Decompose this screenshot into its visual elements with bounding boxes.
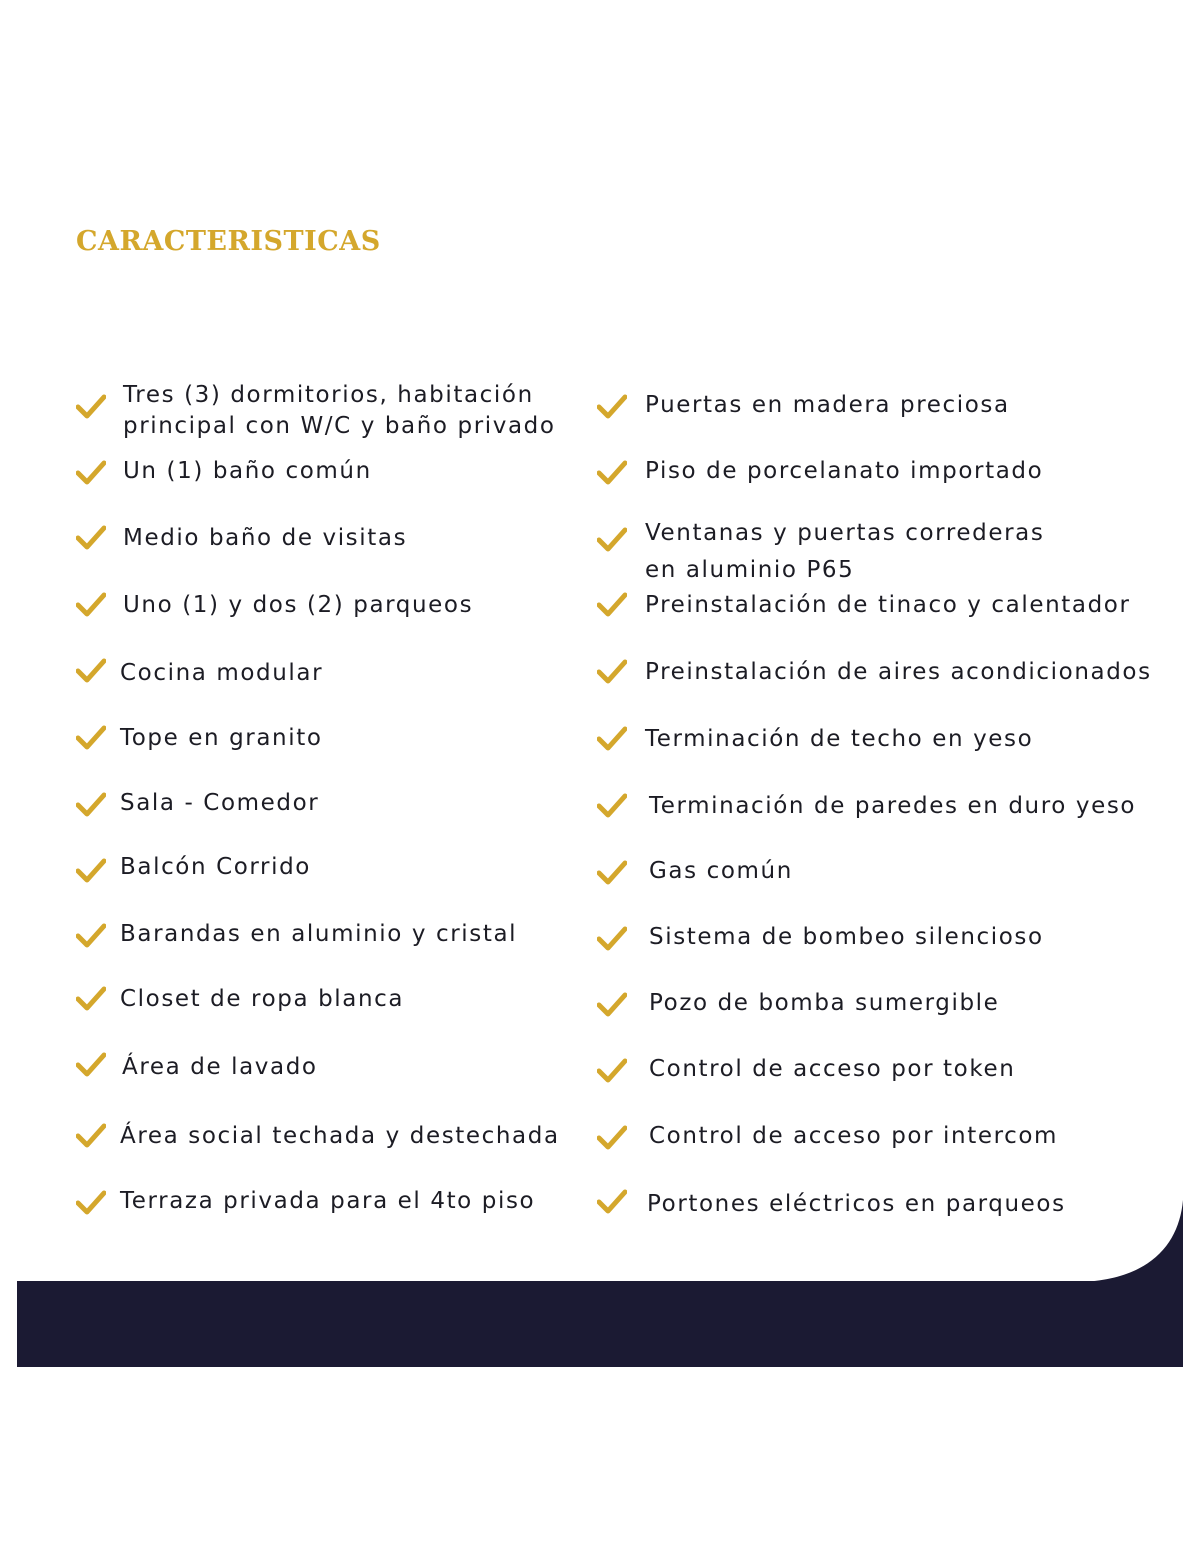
feature-label: Terraza privada para el 4to piso bbox=[120, 1188, 536, 1214]
feature-label: Terminación de techo en yeso bbox=[645, 726, 1034, 752]
check-icon bbox=[76, 1190, 106, 1216]
check-icon bbox=[597, 1125, 627, 1151]
check-icon bbox=[76, 986, 106, 1012]
feature-label: Sistema de bombeo silencioso bbox=[649, 924, 1044, 950]
feature-label: Uno (1) y dos (2) parqueos bbox=[123, 592, 474, 618]
feature-label: Un (1) baño común bbox=[123, 458, 372, 484]
check-icon bbox=[76, 858, 106, 884]
page-title: CARACTERISTICAS bbox=[76, 226, 381, 257]
check-icon bbox=[597, 1189, 627, 1215]
check-icon bbox=[597, 793, 627, 819]
check-icon bbox=[76, 394, 106, 420]
feature-label: Control de acceso por token bbox=[649, 1056, 1016, 1082]
feature-label: Área de lavado bbox=[122, 1054, 318, 1080]
feature-label: Terminación de paredes en duro yeso bbox=[649, 793, 1137, 819]
feature-label: Pozo de bomba sumergible bbox=[649, 990, 1000, 1016]
check-icon bbox=[76, 923, 106, 949]
feature-label: Portones eléctricos en parqueos bbox=[647, 1191, 1066, 1217]
check-icon bbox=[76, 1052, 106, 1078]
check-icon bbox=[597, 659, 627, 685]
check-icon bbox=[597, 592, 627, 618]
check-icon bbox=[76, 592, 106, 618]
check-icon bbox=[76, 525, 106, 551]
feature-label: Puertas en madera preciosa bbox=[645, 392, 1010, 418]
check-icon bbox=[597, 1058, 627, 1084]
check-icon bbox=[597, 726, 627, 752]
feature-label: Barandas en aluminio y cristal bbox=[120, 921, 518, 947]
feature-label: Ventanas y puertas correderas en aluminio P65 bbox=[645, 520, 1045, 583]
check-icon bbox=[597, 926, 627, 952]
footer-curve-shape bbox=[1079, 1200, 1183, 1282]
check-icon bbox=[76, 792, 106, 818]
feature-label: Cocina modular bbox=[120, 660, 324, 686]
feature-label: Sala - Comedor bbox=[120, 790, 320, 816]
feature-label: Control de acceso por intercom bbox=[649, 1123, 1059, 1149]
feature-label: Preinstalación de aires acondicionados bbox=[645, 659, 1152, 685]
check-icon bbox=[76, 1123, 106, 1149]
check-icon bbox=[76, 725, 106, 751]
check-icon bbox=[597, 992, 627, 1018]
check-icon bbox=[597, 394, 627, 420]
check-icon bbox=[597, 460, 627, 486]
feature-label: Closet de ropa blanca bbox=[120, 986, 405, 1012]
check-icon bbox=[597, 860, 627, 886]
feature-label: Gas común bbox=[649, 858, 793, 884]
feature-label: Piso de porcelanato importado bbox=[645, 458, 1044, 484]
check-icon bbox=[76, 460, 106, 486]
feature-label: Tope en granito bbox=[120, 725, 323, 751]
footer-curve bbox=[1079, 1200, 1183, 1282]
feature-label: Área social techada y destechada bbox=[120, 1123, 560, 1149]
feature-label: Balcón Corrido bbox=[120, 854, 311, 880]
feature-label: Medio baño de visitas bbox=[123, 525, 408, 551]
check-icon bbox=[597, 527, 627, 553]
feature-label: Preinstalación de tinaco y calentador bbox=[645, 592, 1131, 618]
footer-band bbox=[17, 1281, 1183, 1367]
check-icon bbox=[76, 658, 106, 684]
feature-label: Tres (3) dormitorios, habitación principal con W/C y baño privado bbox=[123, 382, 556, 439]
